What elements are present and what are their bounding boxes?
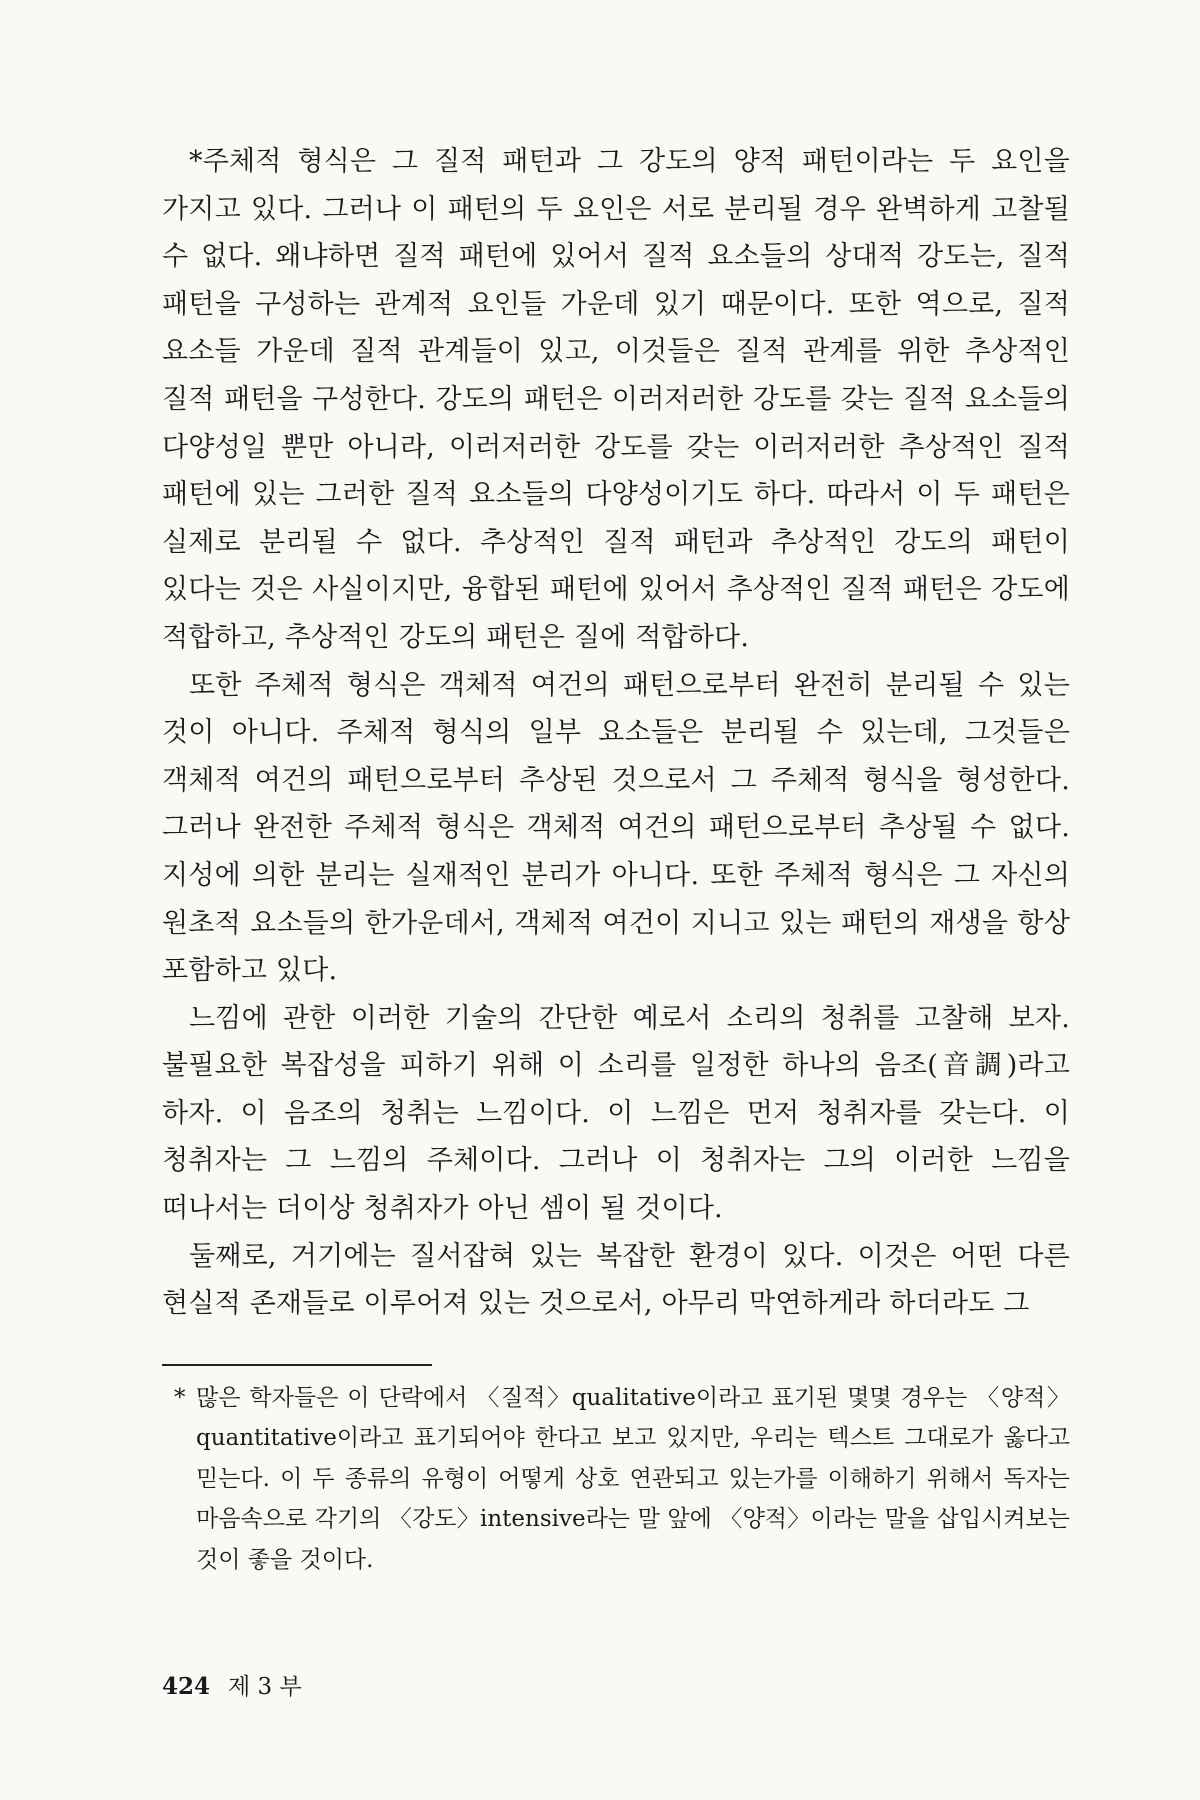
footnote-divider — [162, 1364, 432, 1366]
paragraph: 둘째로, 거기에는 질서잡혀 있는 복잡한 환경이 있다. 이것은 어떤 다른 현실적 존재들로 이루어져 있는 것으로서, 아무리 막연하게라 하더라도 그 — [162, 1240, 1070, 1320]
footnote-text: 많은 학자들은 이 단락에서 〈질적〉qualitative이라고 표기된 몇몇 경우는 〈양적〉quantitative이라고 표기되어야 한다고 보고 있지만, 우리는 텍스트 그대로가 옳다고 믿는다. 이 두 종류의 유형이 어떻게 상호 연관되고 있는가를 이해하기 위해서 독자는 마음속으로 각기의 〈강도〉intensive라는 말 앞에 〈양적〉이라는 말을 삽입시켜보는 것이 좋을 것이다. — [196, 1384, 1070, 1573]
part-label: 제 3 부 — [228, 1674, 302, 1700]
page-footer — [162, 1668, 302, 1701]
paragraph: *주체적 형식은 그 질적 패턴과 그 강도의 양적 패턴이라는 두 요인을 가지고 있다. 그러나 이 패턴의 두 요인은 서로 분리될 경우 완벽하게 고찰될 수 없다. 왜냐하면 질적 패턴에 있어서 질적 요소들의 상대적 강도는, 질적 패턴을 구성하는 관계적 요인들 가운데 있기 때문이다. 또한 역으로, 질적 요소들 가운데 질적 관계들이 있고, 이것들은 질적 관계를 위한 추상적인 질적 패턴을 구성한다. 강도의 패턴은 이러저러한 강도를 갖는 질적 요소들의 다양성일 뿐만 아니라, 이러저러한 강도를 갖는 이러저러한 추상적인 질적 패턴에 있는 그러한 질적 요소들의 다양성이기도 하다. 따라서 이 두 패턴은 실제로 분리될 수 없다. 추상적인 질적 패턴과 추상적인 강도의 패턴이 있다는 것은 사실이지만, 융합된 패턴에 있어서 추상적인 질적 패턴은 강도에 적합하고, 추상적인 강도의 패턴은 질에 적합하다. — [162, 146, 1070, 653]
footnote-mark: * — [174, 1384, 186, 1411]
page-number: 424 — [162, 1673, 211, 1700]
footnote — [162, 1378, 1070, 1581]
page-content — [162, 138, 1070, 1580]
body-text — [162, 138, 1070, 1328]
paragraph: 또한 주체적 형식은 객체적 여건의 패턴으로부터 완전히 분리될 수 있는 것이 아니다. 주체적 형식의 일부 요소들은 분리될 수 있는데, 그것들은 객체적 여건의 패턴으로부터 추상된 것으로서 그 주체적 형식을 형성한다. 그러나 완전한 주체적 형식은 객체적 여건의 패턴으로부터 추상될 수 없다. 지성에 의한 분리는 실재적인 분리가 아니다. 또한 주체적 형식은 그 자신의 원초적 요소들의 한가운데서, 객체적 여건이 지니고 있는 패턴의 재생을 항상 포함하고 있다. — [162, 669, 1070, 987]
paragraph: 느낌에 관한 이러한 기술의 간단한 예로서 소리의 청취를 고찰해 보자. 불필요한 복잡성을 피하기 위해 이 소리를 일정한 하나의 음조(音調)라고 하자. 이 음조의 청취는 느낌이다. 이 느낌은 먼저 청취자를 갖는다. 이 청취자는 그 느낌의 주체이다. 그러나 이 청취자는 그의 이러한 느낌을 떠나서는 더이상 청취자가 아닌 셈이 될 것이다. — [162, 1002, 1070, 1225]
